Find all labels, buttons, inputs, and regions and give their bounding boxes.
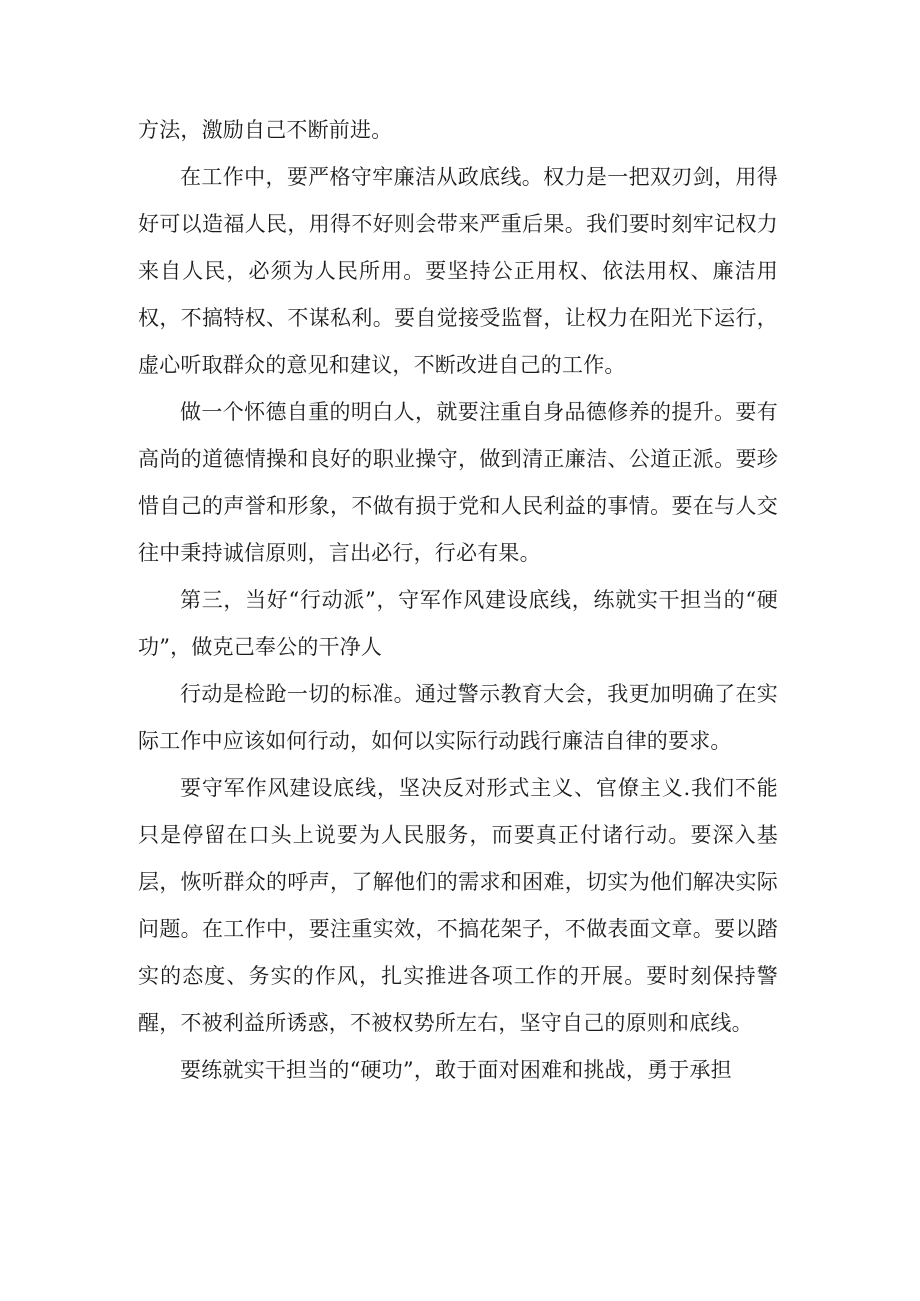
paragraph-work-style: 要守军作风建设底线，坚决反对形式主义、官僚主义.我们不能只是停留在口头上说要为人民服务，而要真正付诸行动。要深入基层，恢听群众的呼声，了解他们的需求和困难，切实为他们解决实际问题。在工作中，要注重实效，不搞花架子，不做表面文章。要以踏实的态度、务实的作风，扎实推进各项工作的开展。要时刻保持警醒，不被利益所诱惑，不被权势所左右，坚守自己的原则和底线。 [138, 776, 778, 1035]
paragraph-hard-skills: 要练就实干担当的“硬功”，敢于面对困难和挑战，勇于承担 [180, 1058, 732, 1082]
section-heading-third: 第三，当好“行动派”，守军作风建设底线，练就实干担当的“硬功”，做克己奉公的干净人 [138, 588, 778, 659]
paragraph-integrity-bottom-line: 在工作中，要严格守牢廉洁从政底线。权力是一把双刃剑，用得好可以造福人民，用得不好则会带来严重后果。我们要时刻牢记权力来自人民，必须为人民所用。要坚持公正用权、依法用权、廉洁用权，不搞特权、不谋私利。要自觉接受监督，让权力在阳光下运行，虚心听取群众的意见和建议，不断改进自己的工作。 [138, 165, 778, 377]
paragraph-continuation: 方法，激励自己不断前进。 [138, 118, 393, 142]
paragraph-moral-cultivation: 做一个怀德自重的明白人，就要注重自身品德修养的提升。要有高尚的道德情操和良好的职业操守，做到清正廉洁、公道正派。要珍惜自己的声誉和形象，不做有损于党和人民利益的事情。要在与人交往中秉持诚信原则，言出必行，行必有果。 [138, 400, 778, 565]
paragraph-action-standard: 行动是检跄一切的标准。通过警示教育大会，我更加明确了在实际工作中应该如何行动，如何以实际行动践行廉洁自律的要求。 [138, 682, 778, 753]
document-body [138, 107, 778, 1094]
